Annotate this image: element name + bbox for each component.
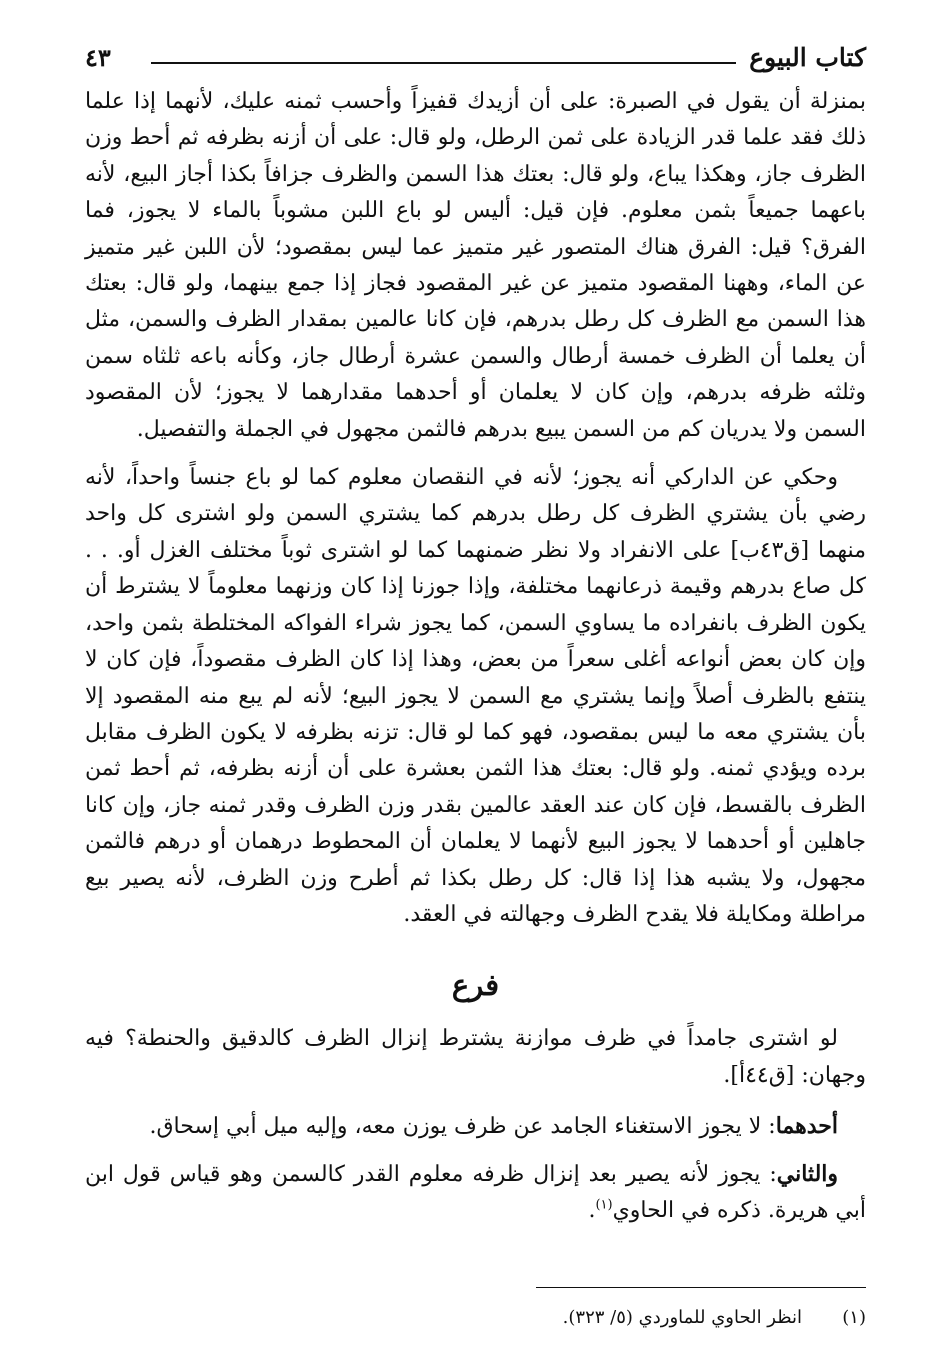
paragraph-2: وحكي عن الداركي أنه يجوز؛ لأنه في النقصان معلوم كما لو باع جنساً واحداً، لأنه رضي بأن يشتري الظرف كل رطل بدرهم كما يشتري السمن ولو اشترى كل واحد منهما [ق٤٣ب] على الانفراد ولا نظر ضمنهما كما لو اشترى ثوباً مختلف الغزل أو. . . كل صاع بدرهم وقيمة ذرعانهما مختلفة، وإذا جوزنا إذا كان وزنهما معلوماً لا يشترط أن يكون الظرف بانفراده ما يساوي السمن، كما يجوز شراء الفواكه المختلطة بثمن واحد، وإن كان بعض أنواعه أغلى سعراً من بعض، وهذا إذا كان الظرف مقصوداً، فإن كان لا ينتفع بالظرف أصلاً وإنما يشتري مع السمن لا يجوز البيع؛ لأنه لم يبع منه المقصود إلا بأن يشتري معه ما ليس بمقصود، فهو كما لو قال: تزنه بظرفه لا يكون الظرف مقابل برده ويؤدي ثمنه. ولو قال: بعتك هذا الثمن بعشرة على أن أزنه بظرفه، ثم أحط ثمن الظرف بالقسط، فإن كان عند العقد عالمين بقدر وزن الظرف وقدر ثمنه جاز، وإن كانا جاهلين أو أحدهما لا يجوز البيع لأنهما لا يعلمان أن المحطوط درهمان أو درهم فالثمن مجهول، ولا يشبه هذا إذا قال: كل رطل بكذا ثم أطرح وزن الظرف، لأنه يصير بيع مراطلة ومكايلة فلا يقدح الظرف وجهالته في العقد. <box>85 465 866 927</box>
main-text <box>85 84 866 1229</box>
footnote-reference: (١) <box>595 1197 613 1213</box>
paragraph-4-text: : لا يجوز الاستغناء الجامد عن ظرف يوزن معه، وإليه ميل أبي إسحاق. <box>149 1114 776 1140</box>
page-header <box>85 40 866 76</box>
paragraph-3: لو اشترى جامداً في ظرف موازنة يشترط إنزال الظرف كالدقيق والحنطة؟ فيه وجهان: [ق٤٤أ]. <box>85 1026 866 1088</box>
footnote-1 <box>85 1304 866 1332</box>
section-heading: فرع <box>451 968 500 1003</box>
footnote-text: انظر الحاوي للماوردي (٥/ ٣٢٣). <box>562 1307 802 1328</box>
paragraph-5-text: : يجوز لأنه يصير بعد إنزال ظرفه معلوم القدر كالسمن وهو قياس قول ابن أبي هريرة. ذكره في الحاوي <box>85 1161 866 1223</box>
running-title: كتاب البيوع <box>749 43 866 72</box>
footnote-rule <box>536 1287 866 1288</box>
header-rule <box>151 62 736 64</box>
footnotes <box>85 1287 866 1332</box>
paragraph-5 <box>85 1156 866 1230</box>
paragraph-5-lead: والثاني <box>776 1160 839 1187</box>
page-number: ٤٣ <box>85 43 111 72</box>
paragraph-4 <box>85 1108 866 1145</box>
paragraph-4-lead: أحدهما <box>775 1113 838 1140</box>
footnote-marker: (١) <box>842 1307 866 1328</box>
paragraph-1: بمنزلة أن يقول في الصبرة: على أن أزيدك قفيزاً وأحسب ثمنه عليك، لأنهما إذا علما ذلك فقد علما قدر الزيادة على ثمن الرطل، ولو قال: على أن أزنه بظرفه ثم أحط وزن الظرف جاز، وهكذا يباع، ولو قال: بعتك هذا السمن والظرف جزافاً بكذا أجاز البيع، لأنه باعهما جميعاً بثمن معلوم. فإن قيل: أليس لو باع اللبن مشوباً بالماء لا يجوز، فما الفرق؟ قيل: الفرق هناك المتصور غير متميز عما ليس بمقصود؛ لأن اللبن غير متميز عن الماء، وههنا المقصود متميز عن غير المقصود فجاز إذا جمع بينهما، ولو قال: بعتك هذا السمن مع الظرف كل رطل بدرهم، فإن كانا عالمين بمقدار الظرف والسمن، مثل أن يعلما أن الظرف خمسة أرطال والسمن عشرة أرطال جاز، وكأنه باعه ثلثاه سمن وثلثه ظرفه بدرهم، وإن كان لا يعلمان أو أحدهما مقدارهما لا يجوز؛ لأن المقصود السمن ولا يدريان كم من السمن يبيع بدرهم فالثمن مجهول في الجملة والتفصيل. <box>85 89 866 442</box>
paragraph-5-end: . <box>588 1197 596 1223</box>
